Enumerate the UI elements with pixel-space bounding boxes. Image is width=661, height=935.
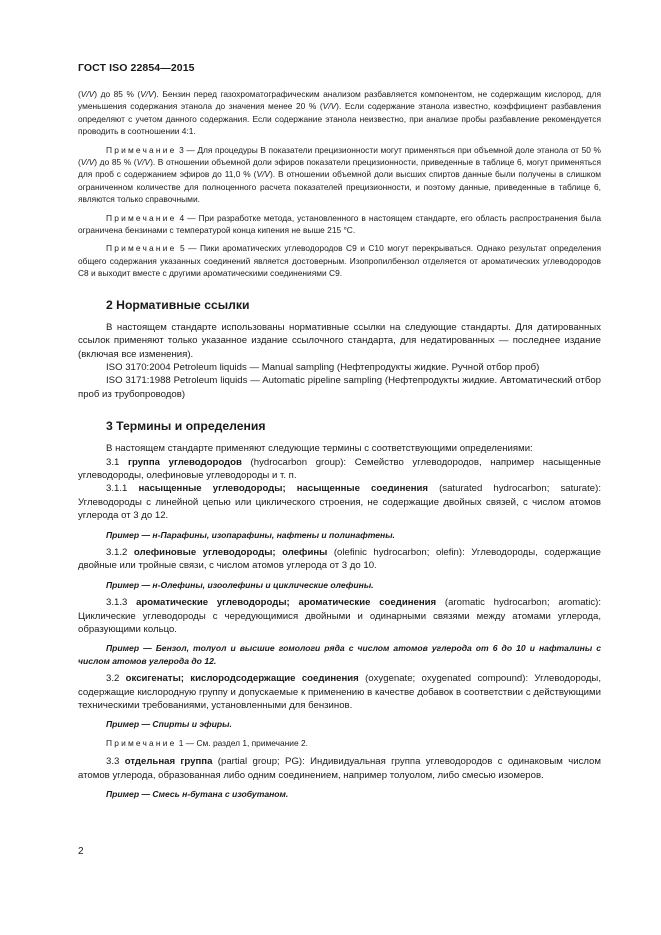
note-4: Примечание 4 — При разработке метода, установленного в настоящем стандарте, его область распространения была ограничена бензинами с температурой конца кипения не выше 215 °С. [78,212,601,236]
section-2-intro: В настоящем стандарте использованы нормативные ссылки на следующие стандарты. Для датированных ссылок применяют только указанное издание ссылочного стандарта, для недатированных — последнее издание (включая все изменения). [78,321,601,360]
section-3-heading: 3 Термины и определения [106,419,266,434]
section-2-heading: 2 Нормативные ссылки [106,297,250,312]
example-3-3: Пример — Смесь н-бутана с изобутаном. [106,789,289,800]
note-1: Примечание 1 — См. раздел 1, примечание 2. [106,737,308,748]
example-3-2: Пример — Спирты и эфиры. [106,719,232,730]
reference-iso-3171: ISO 3171:1988 Petroleum liquids — Automatic pipeline sampling (Нефтепродукты жидкие. Автоматический отбор проб из трубопроводов) [78,375,601,400]
note-5: Примечание 5 — Пики ароматических углеводородов С9 и С10 могут перекрываться. Однако результат определения общего содержания указанных соединений является достоверным. Изопропилбензол отделяется от ароматических углеводородов С8 и выходит вместе с другими ароматическими соединениями С9. [78,243,601,279]
term-3-1-2: 3.1.2 олефиновые углеводороды; олефины (olefinic hydrocarbon; olefin): Углеводороды, содержащие двойные или тройные связи, с числом атомов углерода от 3 до 10. [78,546,601,572]
term-3-1-1: 3.1.1 насыщенные углеводороды; насыщенные соединения (saturated hydrocarbon; saturate): Углеводороды с линейной цепью или циклического строения, не содержащие двойных связей, с числом атомов углерода от 3 до 12. [78,483,601,522]
section-3-intro: В настоящем стандарте применяют следующие термины с соответствующими определениями: [106,443,533,455]
term-3-1-3: 3.1.3 ароматические углеводороды; ароматические соединения (aromatic hydrocarbon; aromatic): Циклические углеводороды с чередующимися двойными и одинарными связями между атомами углерода, образующими кольцо. [78,597,602,635]
page-number: 2 [78,846,84,857]
intro-paragraph: (V/V) до 85 % (V/V). Бензин перед газохроматографическим анализом разбавляется компонентом, не содержащим кислород, для уменьшения содержания этанола до значения менее 20 % (V/V). Если содержание этанола известно, коэффициент разбавления определяют с учетом данного содержания. Если содержание этанола неизвестно, при анализе пробы разбавление рекомендуется проводить в соотношении 4:1. [78,89,601,137]
term-3-1: 3.1 группа углеводородов (hydrocarbon group): Семейство углеводородов, например насыщенные углеводороды, олефиновые углеводороды и т. п. [78,456,601,481]
example-3-1-3: Пример — Бензол, толуол и высшие гомологи ряда с числом атомов углерода от 6 до 10 и нафталины с числом атомов углерода до 12. [78,643,601,666]
example-3-1-2: Пример — н-Олефины, изоолефины и циклические олефины. [106,579,374,590]
document-header: ГОСТ ISO 22854—2015 [78,62,195,74]
example-3-1-1: Пример — н-Парафины, изопарафины, нафтены и полинафтены. [106,529,395,540]
note-3: Примечание 3 — Для процедуры В показатели прецизионности могут применяться при объемной доле этанола от 50 % (V/V) до 85 % (V/V). В отношении объемной доли эфиров показатели прецизионности, приведенные в таблице 6, могут применяться для проб с содержанием эфиров до 11,0 % (V/V). В отношении объемной доли высших спиртов данные были получены в слишком ограниченном количестве для полноценного расчета показателей прецизионности, и поэтому данные, приведенные в таблице 6, являются только справочными. [78,144,601,205]
term-3-3: 3.3 отдельная группа (partial group; PG): Индивидуальная группа углеводородов с одинаковым числом атомов углерода, образованная либо одним соединением, например толуолом, либо смесью изомеров. [78,756,601,781]
reference-iso-3170: ISO 3170:2004 Petroleum liquids — Manual sampling (Нефтепродукты жидкие. Ручной отбор проб) [106,361,540,373]
term-3-2: 3.2 оксигенаты; кислородсодержащие соединения (oxygenate; oxygenated compound): Углеводороды, содержащие кислородную группу и допускаемые к применению в качестве добавок в соответствии с действующими техническими требованиями, установленными для бензинов. [78,673,601,712]
